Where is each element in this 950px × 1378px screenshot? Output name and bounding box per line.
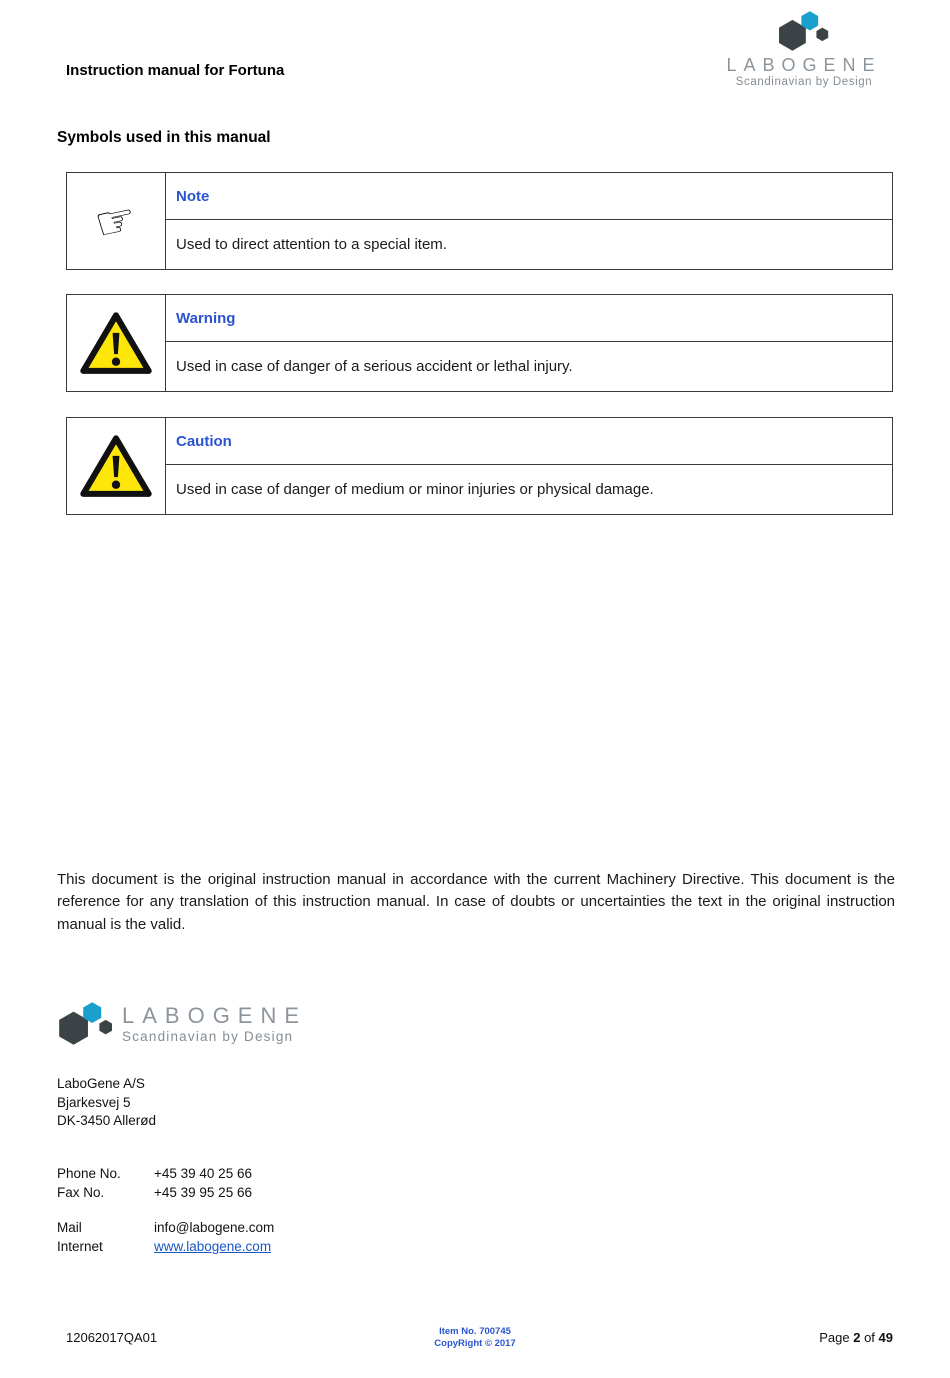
pointing-hand-icon: ☞ <box>90 190 142 252</box>
symbol-description-note: Used to direct attention to a special item. <box>176 236 447 253</box>
caution-text-cells <box>166 418 892 514</box>
warning-text-cells <box>166 295 892 391</box>
note-icon-cell <box>67 173 166 269</box>
page-current: 2 <box>853 1330 861 1345</box>
phone-row <box>57 1165 252 1184</box>
symbol-title-caution: Caution <box>166 418 892 465</box>
symbol-description-warning: Used in case of danger of a serious accident or lethal injury. <box>176 358 573 375</box>
page-of: of <box>864 1330 875 1345</box>
symbol-table-warning <box>66 294 893 392</box>
mail-label: Mail <box>57 1220 82 1235</box>
fax-number: +45 39 95 25 66 <box>154 1184 252 1200</box>
fax-label: Fax No. <box>57 1184 105 1200</box>
symbol-description-caution: Used in case of danger of medium or minor injuries or physical damage. <box>176 481 654 498</box>
footer-page-number <box>819 1330 893 1345</box>
symbol-title-warning: Warning <box>166 295 892 342</box>
website-link[interactable]: www.labogene.com <box>154 1238 272 1254</box>
company-name: LaboGene A/S <box>57 1076 145 1091</box>
phone-label: Phone No. <box>57 1166 121 1181</box>
symbol-title-note: Note <box>166 173 892 220</box>
logo-brand-text: LABOGENE <box>122 1002 308 1028</box>
symbol-table-caution <box>66 417 893 515</box>
logo-tagline: Scandinavian by Design <box>122 1028 294 1044</box>
note-text-cells <box>166 173 892 269</box>
page-total: 49 <box>878 1330 893 1345</box>
internet-row <box>57 1238 274 1257</box>
company-street: Bjarkesvej 5 <box>57 1094 131 1110</box>
contact-phone-block <box>57 1165 252 1202</box>
company-city: DK-3450 Allerød <box>57 1113 157 1128</box>
logo-brand-text: LABOGENE <box>726 55 882 75</box>
footer-item-copyright <box>434 1326 515 1350</box>
warning-triangle-icon <box>78 310 154 377</box>
warning-triangle-icon <box>78 433 154 500</box>
labogene-logo-bottom <box>57 998 307 1048</box>
footer-document-id: 12062017QA01 <box>66 1330 158 1345</box>
warning-icon-cell <box>67 295 166 391</box>
mail-row <box>57 1219 274 1238</box>
footer-copyright: CopyRight © 2017 <box>434 1338 516 1349</box>
labogene-hexagons-icon <box>777 8 831 53</box>
page-prefix: Page <box>819 1330 850 1345</box>
symbol-table-note <box>66 172 893 270</box>
phone-number: +45 39 40 25 66 <box>154 1166 252 1181</box>
fax-row <box>57 1184 252 1203</box>
original-manual-statement: This document is the original instruction manual in accordance with the current Machinery Directive. This document is the reference for any translation of this instruction manual. In case of doubts or uncertainties the text in the original instruction manual is the valid. <box>57 871 895 933</box>
internet-label: Internet <box>57 1238 103 1254</box>
mail-address: info@labogene.com <box>154 1220 275 1235</box>
logo-tagline: Scandinavian by Design <box>735 76 873 88</box>
caution-icon-cell <box>67 418 166 514</box>
labogene-hexagons-icon <box>57 998 115 1048</box>
document-title: Instruction manual for Fortuna <box>66 62 285 79</box>
logo-text-block <box>122 1003 307 1044</box>
contact-online-block <box>57 1219 274 1256</box>
footer-item-no: Item No. 700745 <box>439 1326 511 1337</box>
company-address-block <box>57 1075 156 1131</box>
section-title: Symbols used in this manual <box>57 129 271 146</box>
labogene-logo-top <box>714 8 894 90</box>
